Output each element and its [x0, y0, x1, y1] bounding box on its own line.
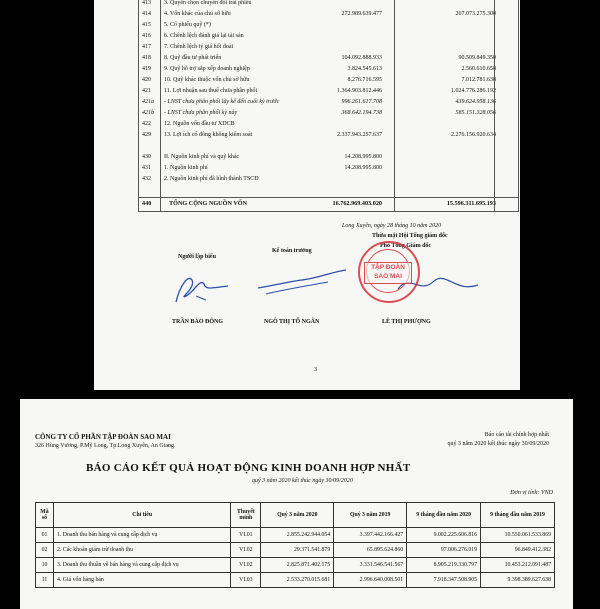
row-code: 421 — [142, 88, 151, 94]
table-border — [494, 0, 495, 212]
cell-note: VI.02 — [231, 558, 261, 573]
director-name: LÊ THỊ PHƯỢNG — [382, 319, 431, 325]
table-row — [94, 75, 520, 85]
table-border — [138, 197, 518, 198]
row-label: 11. Lợi nhuận sau thuế chưa phân phối — [164, 88, 258, 94]
row-current: 272.989.639.477 — [341, 11, 382, 17]
row-label: - LNST chưa phân phối kỳ này — [164, 110, 238, 116]
cell-item: 1. Doanh thu bán hàng và cung cấp dịch vụ — [53, 528, 230, 543]
row-label: - LNST chưa phân phối lũy kế đến cuối kỳ trước — [164, 99, 280, 105]
table-row — [94, 64, 520, 74]
report-title: BÁO CÁO KẾT QUẢ HOẠT ĐỘNG KINH DOANH HỢP NHẤT — [86, 462, 411, 474]
row-label: 5. Cổ phiếu quỹ (*) — [164, 22, 211, 28]
row-label: 2. Nguồn kinh phí đã hình thành TSCĐ — [164, 176, 259, 182]
cell-9m-2019: 10.453.212.091.487 — [481, 558, 555, 573]
stamp-line-2: SAO MAI — [374, 273, 402, 280]
cell-code: 02 — [36, 543, 54, 558]
row-code: 422 — [142, 121, 151, 127]
row-label: 8. Quỹ đầu tư phát triển — [164, 55, 222, 61]
total-row — [94, 199, 520, 209]
row-current: 104.092.888.933 — [341, 55, 382, 61]
row-code: 421a — [142, 99, 154, 105]
cell-q3-2020: 2.825.871.402.175 — [261, 558, 334, 573]
row-label: 13. Lợi ích cổ đông không kiểm soát — [164, 132, 253, 138]
table-border — [138, 0, 139, 212]
cell-9m-2019: 96.849.412.382 — [481, 543, 555, 558]
row-code: 420 — [142, 77, 151, 83]
row-current: 1.364.903.812.446 — [337, 88, 382, 94]
row-code: 430 — [142, 154, 151, 160]
row-current: 2.337.943.257.637 — [337, 132, 382, 138]
header-code: Mã số — [36, 503, 54, 528]
company-address: 326 Hùng Vương, P.Mỹ Long, Tp.Long Xuyên, An Giang. — [35, 443, 176, 449]
row-code: 418 — [142, 55, 151, 61]
row-previous: 439.624.958.136 — [455, 99, 496, 105]
row-label: II. Nguồn kinh phí và quỹ khác — [164, 154, 240, 160]
table-row — [94, 31, 520, 41]
cell-q3-2020: 29.371.541.879 — [261, 543, 334, 558]
balance-sheet-page — [94, 0, 520, 390]
row-code: 415 — [142, 22, 151, 28]
header-q3-2020: Quý 3 năm 2020 — [261, 503, 334, 528]
cell-9m-2019: 9.398.389.627.638 — [481, 573, 555, 588]
table-border — [518, 0, 519, 212]
cell-q3-2019: 3.397.442.166.427 — [334, 528, 407, 543]
cell-note: VI.02 — [231, 543, 261, 558]
table-row — [94, 86, 520, 96]
row-previous: 1.024.776.286.192 — [451, 88, 496, 94]
row-current: 368.642.194.738 — [341, 110, 382, 116]
company-stamp — [358, 241, 420, 303]
stamp-line-1: TẬP ĐOÀN — [371, 264, 405, 271]
date-line: Long Xuyên, ngày 28 tháng 10 năm 2020 — [342, 223, 441, 229]
total-previous: 15.596.311.695.193 — [446, 200, 496, 207]
table-border — [138, 211, 518, 212]
company-name: CÔNG TY CỔ PHẦN TẬP ĐOÀN SAO MAI — [35, 433, 171, 441]
table-row — [94, 152, 520, 162]
income-statement-table — [35, 502, 555, 588]
cell-q3-2020: 2.533.270.015.681 — [261, 573, 334, 588]
row-code: 419 — [142, 66, 151, 72]
row-code: 429 — [142, 132, 151, 138]
cell-code: 10 — [36, 558, 54, 573]
table-row — [94, 42, 520, 52]
table-row — [94, 163, 520, 173]
table-row — [94, 141, 520, 151]
unit-label: Đơn vị tính: VND — [510, 490, 553, 496]
header-q3-2019: Quý 3 năm 2019 — [334, 503, 407, 528]
total-code: 440 — [142, 200, 152, 207]
row-code: 417 — [142, 44, 151, 50]
row-code: 413 — [142, 0, 151, 6]
row-previous: 2.276.156.920.634 — [451, 132, 496, 138]
row-label: 9. Quỹ hỗ trợ sắp xếp doanh nghiệp — [164, 66, 250, 72]
row-label: 10. Quỹ khác thuộc vốn chủ sở hữu — [164, 77, 250, 83]
cell-note: VI.03 — [231, 573, 261, 588]
cell-q3-2019: 3.331.546.541.567 — [334, 558, 407, 573]
table-row — [94, 20, 520, 30]
cell-9m-2020: 7.918.347.508.905 — [407, 573, 481, 588]
table-header-row — [36, 503, 555, 528]
cell-note: VI.01 — [231, 528, 261, 543]
table-row — [94, 108, 520, 118]
report-subtitle: quý 3 năm 2020 kết thúc ngày 30/09/2020 — [252, 478, 353, 484]
total-current: 16.762.969.403.020 — [332, 200, 382, 207]
report-period: quý 3 năm 2020 kết thúc ngày 30/09/2020 — [447, 441, 549, 447]
row-previous: 2.560.610.658 — [461, 66, 496, 72]
table-row — [94, 130, 520, 140]
cell-9m-2020: 97.006.276.019 — [407, 543, 481, 558]
cell-q3-2020: 2.855.242.944.054 — [261, 528, 334, 543]
row-code: 431 — [142, 165, 151, 171]
row-label: 4. Vốn khác của chủ sở hữu — [164, 11, 231, 17]
report-type: Báo cáo tài chính hợp nhất — [484, 432, 549, 438]
header-9m-2019: 9 tháng đầu năm 2019 — [481, 503, 555, 528]
cell-item: 3. Doanh thu thuần về bán hàng và cung cấp dịch vụ — [53, 558, 230, 573]
row-label: 7. Chênh lệch tỷ giá hối đoái — [164, 44, 234, 50]
table-row — [94, 9, 520, 19]
table-row — [94, 53, 520, 63]
table-row — [36, 558, 555, 573]
table-row — [94, 174, 520, 184]
accountant-signature — [252, 264, 352, 300]
row-code: 432 — [142, 176, 151, 182]
cell-code: 01 — [36, 528, 54, 543]
total-label: TỔNG CỘNG NGUỒN VỐN — [169, 200, 248, 207]
table-row — [36, 543, 555, 558]
cell-code: 11 — [36, 573, 54, 588]
director-title-2: Phó Tổng Giám đốc — [380, 243, 432, 249]
table-border — [160, 0, 161, 212]
row-label: 6. Chênh lệch đánh giá lại tài sản — [164, 33, 244, 39]
accountant-name: NGÔ THỊ TỐ NGÂN — [264, 319, 320, 325]
header-item: Chỉ tiêu — [53, 503, 230, 528]
cell-q3-2019: 2.996.640.008.501 — [334, 573, 407, 588]
header-note: Thuyết minh — [231, 503, 261, 528]
cell-9m-2020: 8.905.219.330.797 — [407, 558, 481, 573]
table-row — [94, 119, 520, 129]
preparer-title: Người lập biểu — [178, 254, 216, 260]
page-number: 3 — [314, 367, 317, 373]
table-border — [394, 0, 395, 212]
table-row — [94, 97, 520, 107]
row-previous: 90.509.849.350 — [458, 55, 496, 61]
row-current: 14.208.995.800 — [344, 154, 382, 160]
row-label: 1. Nguồn kinh phí — [164, 165, 208, 171]
row-code: 414 — [142, 11, 151, 17]
cell-9m-2019: 10.550.061.533.869 — [481, 528, 555, 543]
row-current: 8.276.716.595 — [347, 77, 382, 83]
row-current: 3.824.545.613 — [347, 66, 382, 72]
cell-item: 4. Giá vốn hàng bán — [53, 573, 230, 588]
preparer-signature — [166, 266, 236, 310]
row-current: 996.261.617.708 — [341, 99, 382, 105]
row-previous: 267.073.275.300 — [455, 11, 496, 17]
table-row — [94, 0, 520, 8]
director-title-1: Thừa mặt Hội Tổng giám đốc — [372, 233, 448, 239]
table-row — [36, 528, 555, 543]
accountant-title: Kế toán trưởng — [272, 248, 312, 254]
table-row — [36, 573, 555, 588]
row-previous: 7.012.781.638 — [461, 77, 496, 83]
row-previous: 585.151.328.056 — [455, 110, 496, 116]
cell-9m-2020: 9.002.225.606.816 — [407, 528, 481, 543]
row-label: 3. Quyền chọn chuyển đổi trái phiếu — [164, 0, 252, 6]
preparer-name: TRẦN BẢO ĐÔNG — [172, 319, 224, 325]
income-statement-page — [20, 399, 573, 609]
row-current: 14.208.995.800 — [344, 165, 382, 171]
cell-item: 2. Các khoản giảm trừ doanh thu — [53, 543, 230, 558]
cell-q3-2019: 65.895.624.860 — [334, 543, 407, 558]
header-9m-2020: 9 tháng đầu năm 2020 — [407, 503, 481, 528]
row-code: 416 — [142, 33, 151, 39]
row-code: 421b — [142, 110, 154, 116]
row-label: 12. Nguồn vốn đầu tư XDCB — [164, 121, 235, 127]
